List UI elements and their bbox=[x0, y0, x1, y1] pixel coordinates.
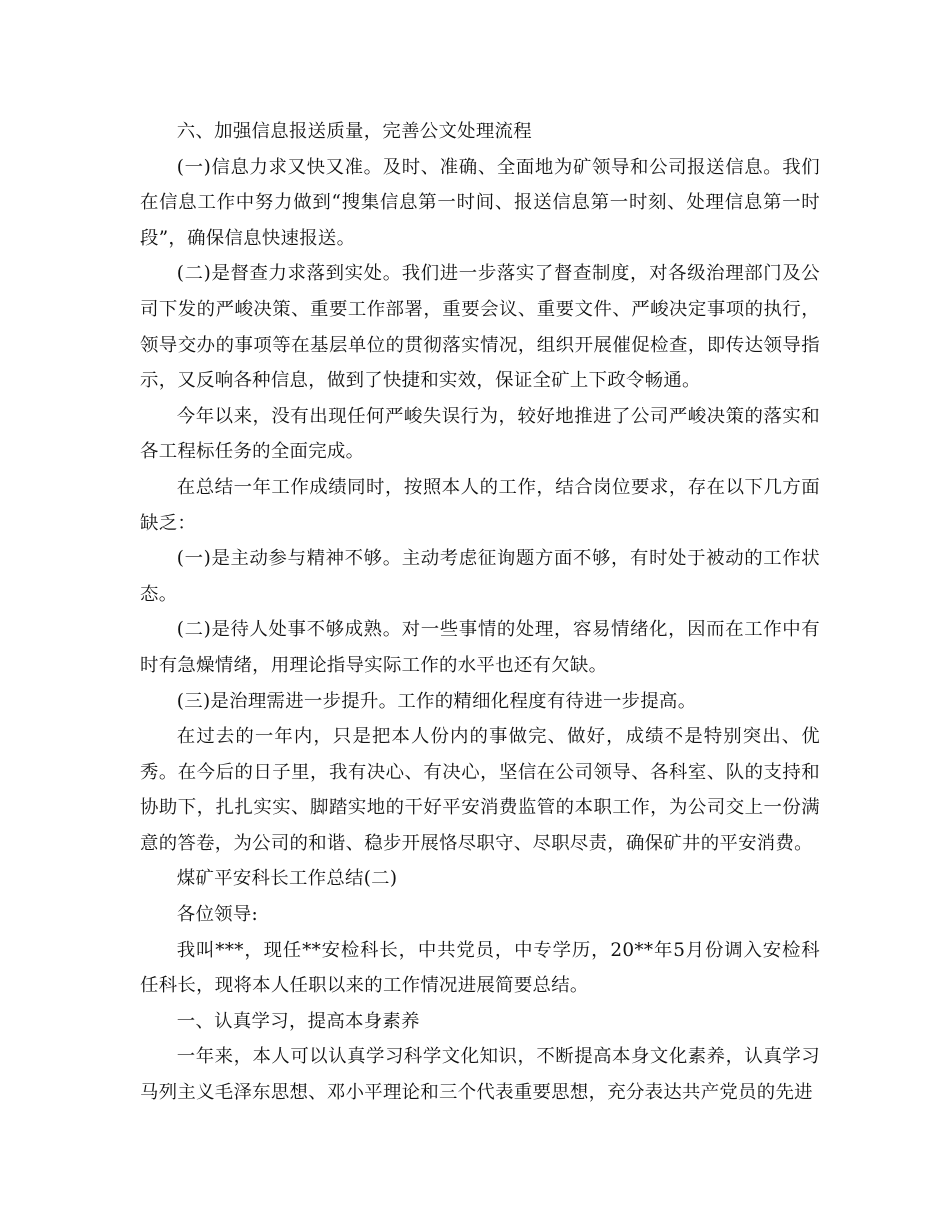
paragraph-past-year: 在过去的一年内，只是把本人份内的事做完、做好，成绩不是特别突出、优秀。在今后的日子里，我有决心、有决心，坚信在公司领导、各科室、队的支持和协助下，扎扎实实、脚踏实地的干好平安消费监管的本职工作，为公司交上一份满意的答卷，为公司的和谐、稳步开展恪尽职守、尽职尽责，确保矿井的平安消费。 bbox=[140, 726, 820, 854]
paragraph-supervision: (二)是督查力求落到实处。我们进一步落实了督查制度，对各级治理部门及公司下发的严峻决策、重要工作部署，重要会议、重要文件、严峻决定事项的执行，领导交办的事项等在基层单位的贯彻落实情况，组织开展催促检查，即传达领导指示，又反响各种信息，做到了快捷和实效，保证全矿上下政令畅通。 bbox=[140, 263, 820, 392]
paragraph-shortcomings-intro: 在总结一年工作成绩同时，按照本人的工作，结合岗位要求，存在以下几方面缺乏： bbox=[140, 476, 820, 534]
paragraph-shortcoming-three: (三)是治理需进一步提升。工作的精细化程度有待进一步提高。 bbox=[176, 690, 697, 712]
paragraph-info-reporting: (一)信息力求又快又准。及时、准确、全面地为矿领导和公司报送信息。我们在信息工作中努力做到“搜集信息第一时间、报送信息第一时刻、处理信息第一时段”，确保信息快速报送。 bbox=[140, 156, 820, 249]
heading-section-six: 六、加强信息报送质量，完善公文处理流程 bbox=[176, 121, 532, 142]
paragraph-self-intro: 我叫***，现任**安检科长，中共党员，中专学历，20**年5月份调入安检科任科长，现将本人任职以来的工作情况进展简要总结。 bbox=[140, 939, 820, 997]
paragraph-shortcoming-two: (二)是待人处事不够成熟。对一些事情的处理，容易情绪化，因而在工作中有时有急燥情绪，用理论指导实际工作的水平也还有欠缺。 bbox=[140, 619, 820, 676]
salutation: 各位领导: bbox=[176, 904, 259, 926]
document-body bbox=[140, 114, 820, 1111]
heading-section-one: 一、认真学习，提高本身素养 bbox=[176, 1010, 420, 1032]
paragraph-shortcoming-one: (一)是主动参与精神不够。主动考虑征询题方面不够，有时处于被动的工作状态。 bbox=[140, 548, 820, 605]
paragraph-study: 一年来，本人可以认真学习科学文化知识，不断提高本身文化素养，认真学习马列主义毛泽东思想、邓小平理论和三个代表重要思想，充分表达共产党员的先进 bbox=[140, 1046, 820, 1104]
paragraph-this-year: 今年以来，没有出现任何严峻失误行为，较好地推进了公司严峻决策的落实和各工程标任务的全面完成。 bbox=[140, 405, 820, 463]
subtitle-summary-two: 煤矿平安科长工作总结(二) bbox=[176, 868, 398, 890]
